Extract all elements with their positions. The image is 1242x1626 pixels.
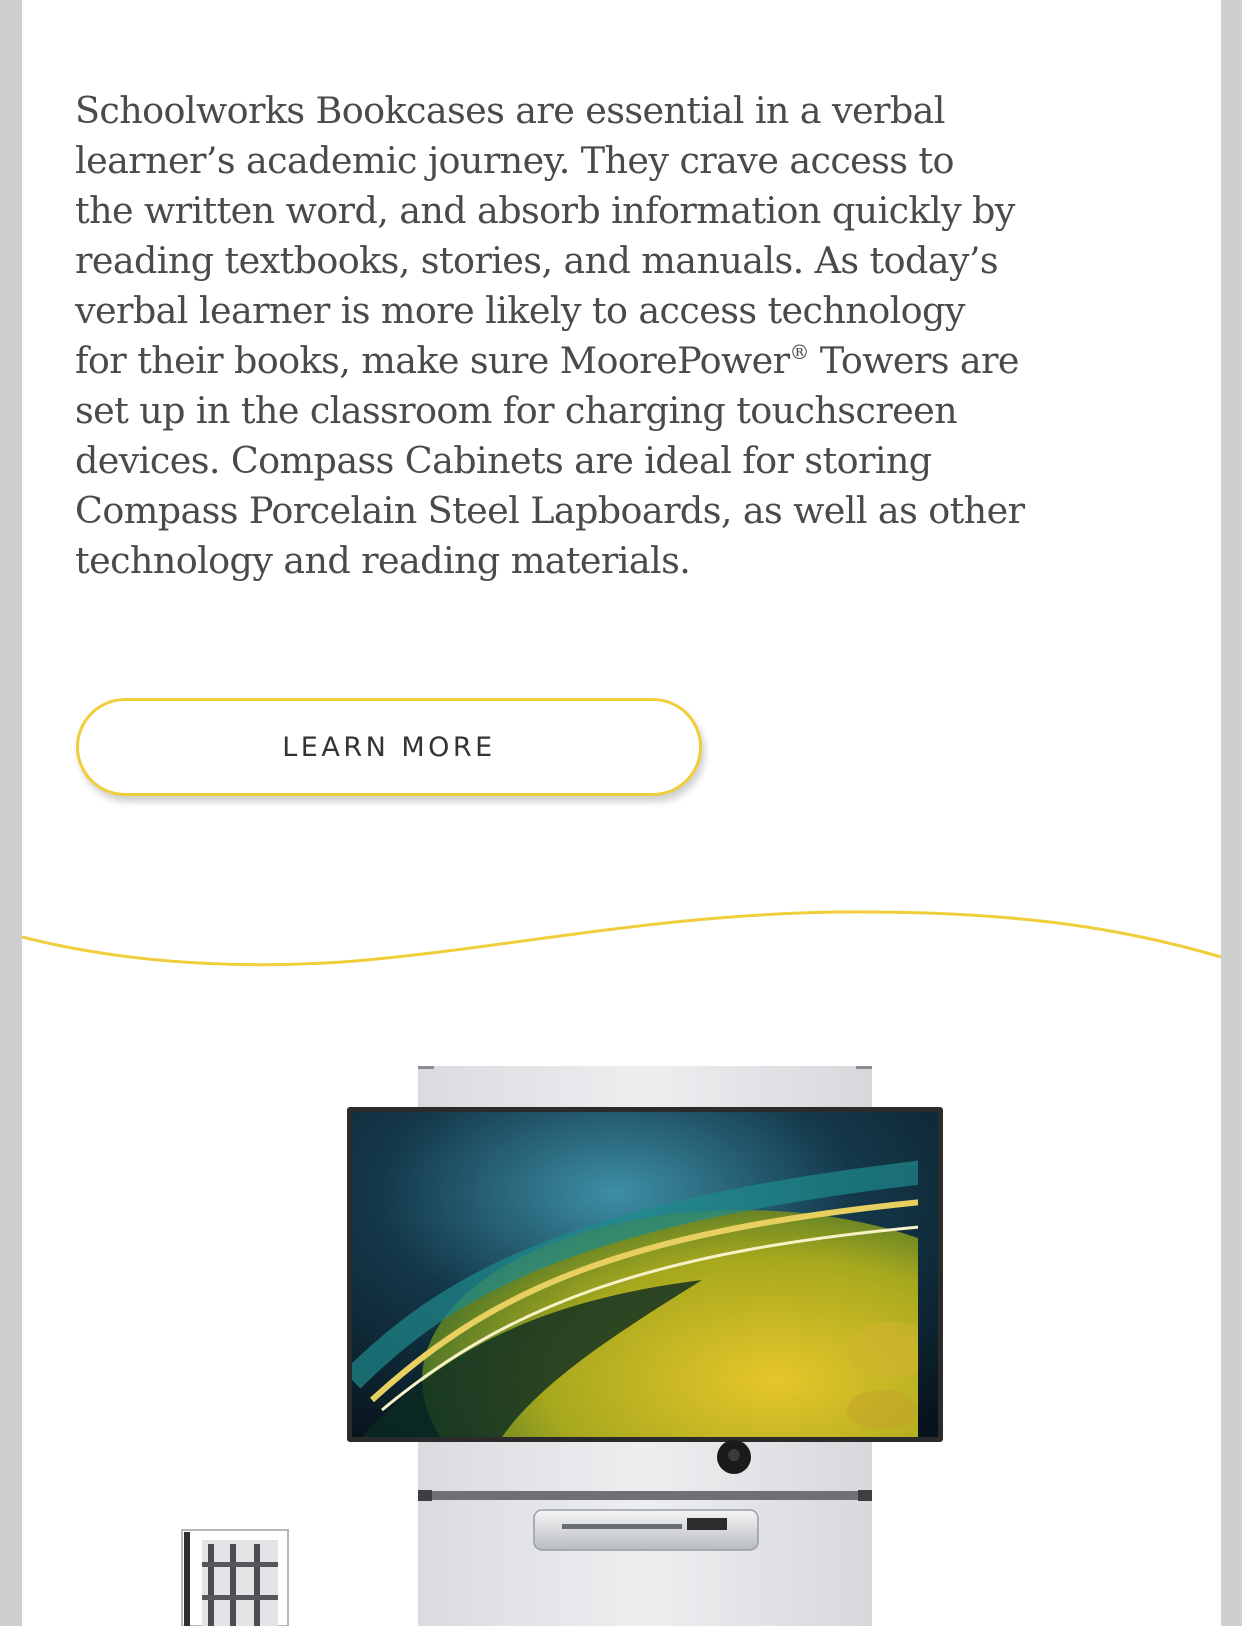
intro-paragraph	[75, 86, 1075, 586]
side-cabinet-icon	[182, 1530, 288, 1626]
intro-line-text: for their books, make sure MoorePower	[75, 339, 790, 382]
intro-line: Schoolworks Bookcases are essential in a verbal	[75, 89, 945, 132]
product-image	[22, 1050, 1221, 1626]
learn-more-button[interactable]: LEARN MORE	[76, 698, 702, 796]
intro-line	[75, 336, 1075, 386]
registered-mark: ®	[789, 340, 809, 364]
intro-line: verbal learner is more likely to access technology	[75, 289, 965, 332]
intro-line: the written word, and absorb information quickly by	[75, 189, 1015, 232]
intro-line: devices. Compass Cabinets are ideal for storing	[75, 439, 932, 482]
intro-line: reading textbooks, stories, and manuals. As today’s	[75, 239, 999, 282]
page-content	[22, 0, 1221, 1626]
intro-line: technology and reading materials.	[75, 539, 691, 582]
tv-cart-icon	[347, 1066, 1062, 1626]
intro-line: set up in the classroom for charging touchscreen	[75, 389, 958, 432]
wave-divider	[22, 880, 1221, 980]
intro-line: Compass Porcelain Steel Lapboards, as well as other	[75, 489, 1025, 532]
intro-line: learner’s academic journey. They crave access to	[75, 139, 954, 182]
intro-line-text: Towers are	[808, 339, 1019, 382]
